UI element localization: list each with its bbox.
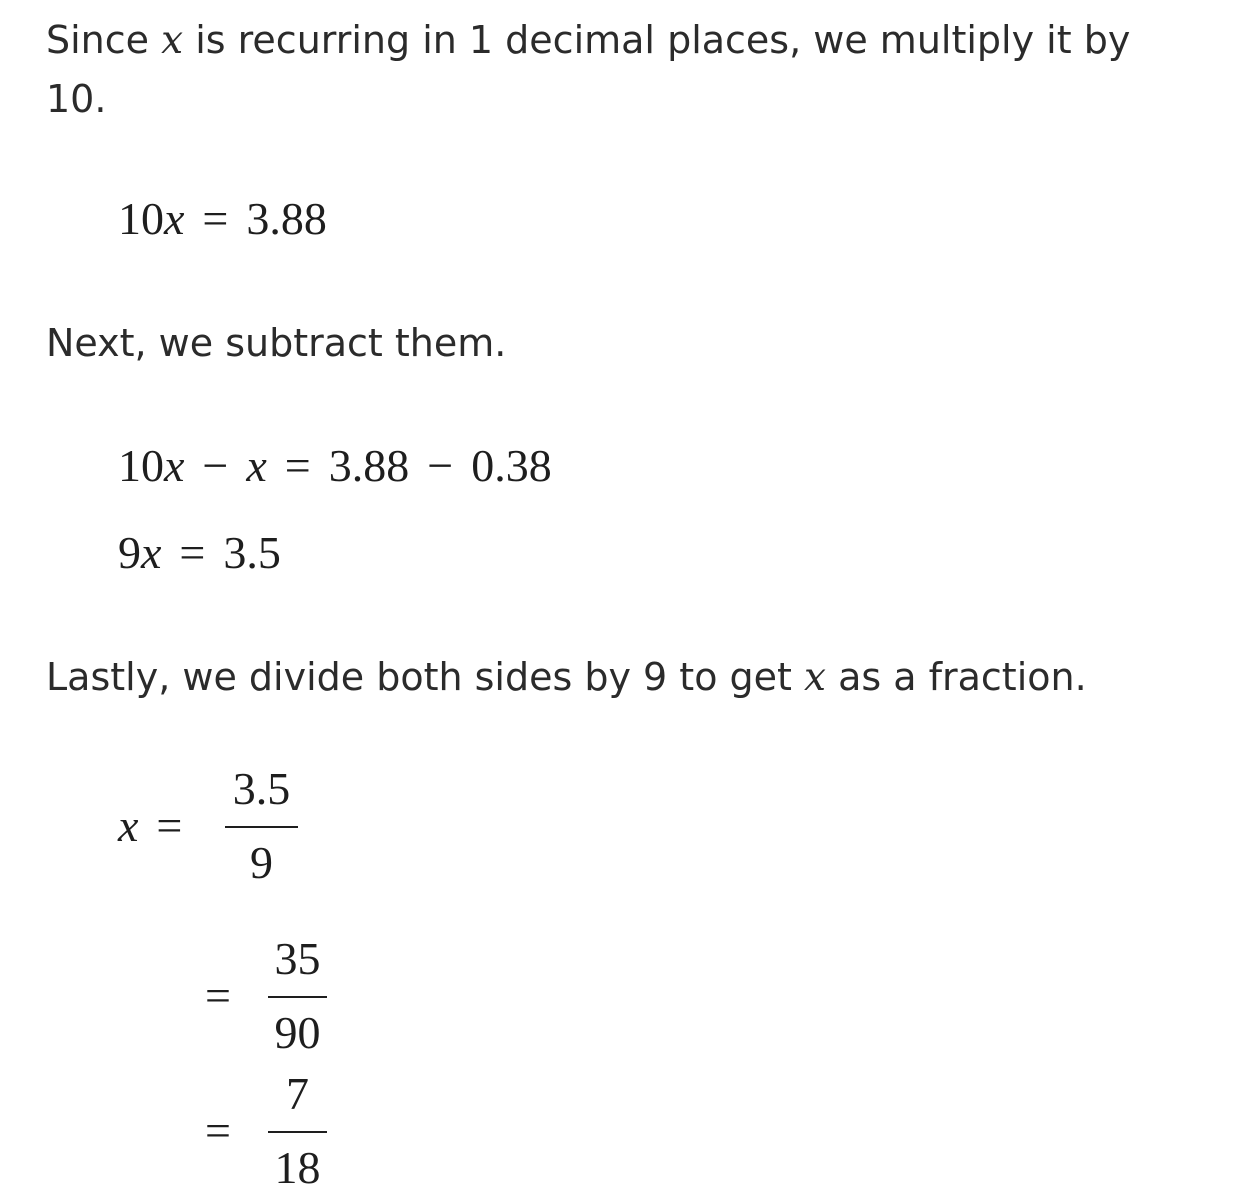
fraction-numerator: 7 (286, 1068, 309, 1119)
equals-sign: = (205, 970, 231, 1021)
equals-sign: = (156, 800, 183, 851)
fraction-denominator: 90 (274, 1007, 321, 1058)
minus-sign: − (427, 440, 454, 491)
equation-final-equals (205, 1105, 231, 1156)
fraction-numerator: 3.5 (232, 763, 291, 814)
minus-sign: − (202, 440, 229, 491)
equals-sign: = (205, 1105, 231, 1156)
math-variable: x (246, 440, 267, 491)
text-span: Since (46, 18, 162, 62)
math-number: 3.88 (328, 440, 410, 491)
equation-multiply (118, 193, 327, 244)
equals-sign: = (202, 193, 229, 244)
fraction-3-5-over-9 (225, 763, 298, 888)
fraction-bar (268, 1131, 327, 1133)
math-variable: x (141, 527, 162, 578)
math-number: 3.88 (246, 193, 327, 244)
paragraph-divide (46, 648, 1087, 707)
math-number: 10 (118, 440, 164, 491)
paragraph-recurring-line2: 10. (46, 77, 107, 121)
equation-fraction-lhs (118, 800, 183, 851)
math-number: 3.5 (223, 527, 281, 578)
paragraph-divide-line (46, 648, 1087, 707)
fraction-35-over-90 (268, 933, 327, 1058)
equals-sign: = (179, 527, 206, 578)
math-number: 9 (118, 527, 141, 578)
math-number: 10 (118, 193, 164, 244)
math-number: 0.38 (471, 440, 552, 491)
fraction-bar (268, 996, 327, 998)
text-span: Lastly, we divide both sides by 9 to get (46, 655, 805, 699)
fraction-7-over-18 (268, 1068, 327, 1193)
paragraph-subtract (46, 314, 506, 372)
fraction-denominator: 9 (250, 837, 273, 888)
text-span: is recurring in 1 decimal places, we multiply it by (183, 18, 1131, 62)
equation-subtract (118, 440, 552, 491)
fraction-numerator: 35 (274, 933, 321, 984)
math-variable: x (164, 440, 185, 491)
equation-result (118, 527, 281, 578)
math-variable: x (804, 655, 827, 700)
paragraph-recurring (46, 11, 1130, 128)
equation-step-equals (205, 970, 231, 1021)
equals-sign: = (284, 440, 311, 491)
math-variable: x (164, 193, 185, 244)
fraction-bar (225, 826, 298, 828)
math-variable: x (118, 800, 139, 851)
fraction-denominator: 18 (274, 1142, 321, 1193)
paragraph-subtract-text: Next, we subtract them. (46, 321, 507, 365)
math-variable: x (161, 18, 184, 63)
paragraph-recurring-line1 (46, 11, 1130, 70)
text-span: as a fraction. (826, 655, 1087, 699)
